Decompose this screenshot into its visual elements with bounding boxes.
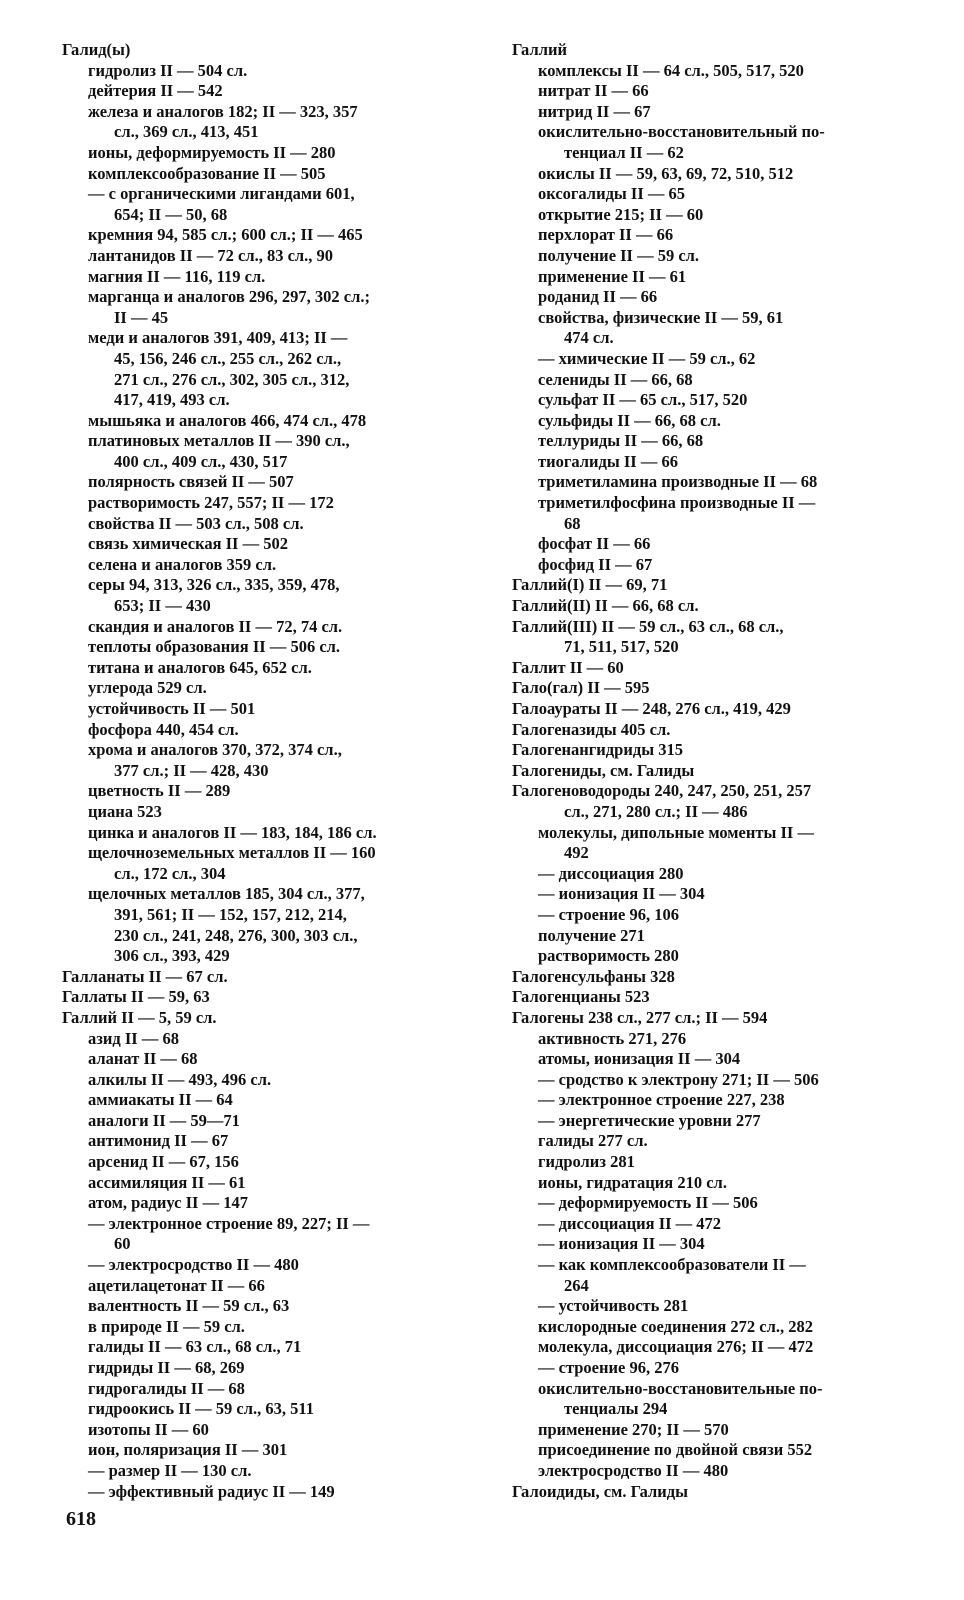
index-subentry: фосфат II — 66: [538, 534, 651, 554]
index-subentry: атомы, ионизация II — 304: [538, 1049, 741, 1069]
index-subentry: применение 270; II — 570: [538, 1419, 729, 1439]
index-subentry: присоединение по двойной связи 552: [538, 1440, 813, 1460]
index-subentry: — электронное строение 89, 227; II —: [88, 1213, 370, 1233]
index-subentry: гидролиз II — 504 сл.: [88, 60, 248, 80]
index-entry-continuation: 653; II — 430: [114, 596, 211, 616]
index-subentry: алкилы II — 493, 496 сл.: [88, 1069, 272, 1089]
index-subentry: антимонид II — 67: [88, 1131, 229, 1151]
index-subentry: свойства, физические II — 59, 61: [538, 307, 784, 327]
index-entry-continuation: 391, 561; II — 152, 157, 212, 214,: [114, 904, 347, 924]
index-subentry: меди и аналогов 391, 409, 413; II —: [88, 328, 348, 348]
index-heading: Галоаураты II — 248, 276 сл., 419, 429: [512, 699, 791, 718]
index-subentry: циана 523: [88, 801, 162, 821]
index-heading: Галлий(II) II — 66, 68 сл.: [512, 596, 699, 616]
index-subentry: теплоты образования II — 506 сл.: [88, 637, 341, 657]
index-subentry: получение II — 59 сл.: [538, 245, 700, 265]
index-subentry: цинка и аналогов II — 183, 184, 186 сл.: [88, 822, 377, 842]
index-subentry: ассимиляция II — 61: [88, 1172, 246, 1192]
index-entry-continuation: 492: [564, 843, 589, 863]
index-subentry: аммиакаты II — 64: [88, 1090, 233, 1110]
index-subentry: комплексы II — 64 сл., 505, 517, 520: [538, 60, 804, 80]
index-heading: Галлит II — 60: [512, 657, 624, 677]
index-subentry: галиды II — 63 сл., 68 сл., 71: [88, 1337, 302, 1357]
index-subentry: сульфат II — 65 сл., 517, 520: [538, 390, 748, 410]
index-subentry: селена и аналогов 359 сл.: [88, 554, 277, 574]
index-subentry: комплексообразование II — 505: [88, 163, 326, 183]
index-entry-continuation: 71, 511, 517, 520: [564, 637, 679, 657]
index-subentry: галиды 277 сл.: [538, 1131, 648, 1151]
index-subentry: гидролиз 281: [538, 1152, 635, 1172]
index-subentry: — деформируемость II — 506: [538, 1193, 758, 1213]
index-subentry: — ионизация II — 304: [538, 1234, 705, 1254]
index-subentry: — диссоциация 280: [538, 863, 684, 883]
index-subentry: — строение 96, 276: [538, 1358, 679, 1377]
index-subentry: фосфора 440, 454 сл.: [88, 719, 239, 739]
index-subentry: в природе II — 59 сл.: [88, 1316, 245, 1336]
index-subentry: — ионизация II — 304: [538, 884, 705, 904]
index-subentry: ион, поляризация II — 301: [88, 1440, 288, 1460]
index-subentry: оксогалиды II — 65: [538, 184, 686, 204]
index-subentry: лантанидов II — 72 сл., 83 сл., 90: [88, 245, 334, 265]
index-subentry: нитрат II — 66: [538, 81, 649, 101]
index-column-left: [62, 40, 454, 1502]
index-heading: Галлий: [512, 40, 567, 59]
index-subentry: — диссоциация II — 472: [538, 1213, 722, 1233]
index-subentry: сульфиды II — 66, 68 сл.: [538, 410, 721, 430]
index-subentry: марганца и аналогов 296, 297, 302 сл.;: [88, 287, 371, 307]
index-heading: Галогенангидриды 315: [512, 740, 683, 760]
index-subentry: дейтерия II — 542: [88, 81, 223, 101]
index-entry-continuation: 417, 419, 493 сл.: [114, 390, 230, 410]
index-subentry: изотопы II — 60: [88, 1419, 209, 1439]
index-subentry: азид II — 68: [88, 1028, 179, 1048]
index-subentry: перхлорат II — 66: [538, 225, 674, 245]
index-subentry: кислородные соединения 272 сл., 282: [538, 1316, 813, 1336]
index-entry-continuation: 68: [564, 513, 581, 533]
index-subentry: — эффективный радиус II — 149: [88, 1481, 335, 1501]
index-heading: Гало(гал) II — 595: [512, 678, 650, 698]
index-entry-continuation: тенциал II — 62: [564, 142, 684, 162]
index-subentry: связь химическая II — 502: [88, 534, 288, 554]
index-subentry: аланат II — 68: [88, 1049, 198, 1069]
index-heading: Галогенсульфаны 328: [512, 966, 675, 986]
index-subentry: теллуриды II — 66, 68: [538, 431, 704, 451]
page-number: 618: [66, 1508, 96, 1530]
index-subentry: — сродство к электрону 271; II — 506: [538, 1069, 819, 1089]
index-heading: Галогены 238 сл., 277 сл.; II — 594: [512, 1007, 768, 1027]
index-subentry: открытие 215; II — 60: [538, 204, 704, 224]
index-entry-continuation: 264: [564, 1275, 589, 1295]
index-subentry: устойчивость II — 501: [88, 699, 256, 718]
index-subentry: кремния 94, 585 сл.; 600 сл.; II — 465: [88, 225, 363, 245]
index-subentry: окислительно-восстановительный по-: [538, 122, 825, 142]
index-subentry: нитрид II — 67: [538, 101, 651, 121]
index-heading: Галогениды, см. Галиды: [512, 760, 695, 780]
index-entry-continuation: 306 сл., 393, 429: [114, 946, 230, 966]
index-subentry: — энергетические уровни 277: [538, 1110, 761, 1130]
index-subentry: гидрогалиды II — 68: [88, 1378, 245, 1398]
index-subentry: свойства II — 503 сл., 508 сл.: [88, 513, 304, 533]
index-subentry: селениды II — 66, 68: [538, 369, 693, 389]
index-subentry: ацетилацетонат II — 66: [88, 1275, 265, 1295]
index-column-right: [512, 40, 896, 1502]
index-subentry: роданид II — 66: [538, 287, 658, 307]
index-subentry: атом, радиус II — 147: [88, 1193, 248, 1213]
index-subentry: — как комплексообразователи II —: [538, 1255, 806, 1275]
index-heading: Галлий(III) II — 59 сл., 63 сл., 68 сл.,: [512, 616, 784, 636]
index-subentry: получение 271: [538, 925, 645, 945]
index-subentry: хрома и аналогов 370, 372, 374 сл.,: [88, 740, 342, 760]
index-heading: Галид(ы): [62, 40, 131, 59]
index-entry-continuation: тенциалы 294: [564, 1399, 668, 1419]
index-subentry: триметиламина производные II — 68: [538, 472, 818, 492]
index-subentry: растворимость 247, 557; II — 172: [88, 493, 334, 513]
index-subentry: — с органическими лигандами 601,: [88, 184, 355, 204]
index-entry-continuation: 474 сл.: [564, 328, 614, 348]
index-subentry: валентность II — 59 сл., 63: [88, 1296, 290, 1316]
index-subentry: гидроокись II — 59 сл., 63, 511: [88, 1399, 314, 1419]
index-subentry: фосфид II — 67: [538, 554, 653, 574]
index-subentry: мышьяка и аналогов 466, 474 сл., 478: [88, 410, 367, 430]
index-entry-continuation: 377 сл.; II — 428, 430: [114, 760, 269, 780]
index-subentry: — строение 96, 106: [538, 904, 679, 924]
index-subentry: платиновых металлов II — 390 сл.,: [88, 431, 350, 451]
index-subentry: щелочных металлов 185, 304 сл., 377,: [88, 884, 365, 904]
index-subentry: цветность II — 289: [88, 781, 231, 801]
index-entry-continuation: II — 45: [114, 307, 169, 327]
index-subentry: молекула, диссоциация 276; II — 472: [538, 1337, 814, 1357]
index-subentry: — размер II — 130 сл.: [88, 1460, 252, 1480]
index-subentry: — устойчивость 281: [538, 1296, 689, 1316]
index-subentry: активность 271, 276: [538, 1028, 687, 1048]
index-entry-continuation: 45, 156, 246 сл., 255 сл., 262 сл.,: [114, 348, 342, 368]
index-subentry: гидриды II — 68, 269: [88, 1358, 245, 1377]
index-entry-continuation: 230 сл., 241, 248, 276, 300, 303 сл.,: [114, 925, 358, 945]
index-subentry: окислы II — 59, 63, 69, 72, 510, 512: [538, 163, 794, 183]
index-heading: Галланаты II — 67 сл.: [62, 966, 228, 986]
index-subentry: углерода 529 сл.: [88, 678, 207, 698]
index-subentry: щелочноземельных металлов II — 160: [88, 843, 376, 863]
index-subentry: железа и аналогов 182; II — 323, 357: [88, 101, 358, 121]
index-entry-continuation: сл., 172 сл., 304: [114, 863, 226, 883]
index-heading: Галлий(I) II — 69, 71: [512, 575, 668, 595]
index-subentry: — химические II — 59 сл., 62: [538, 348, 756, 368]
index-entry-continuation: 654; II — 50, 68: [114, 204, 228, 224]
index-heading: Галлий II — 5, 59 сл.: [62, 1007, 217, 1027]
index-heading: Галлаты II — 59, 63: [62, 987, 210, 1007]
index-heading: Галоидиды, см. Галиды: [512, 1481, 689, 1501]
index-subentry: тиогалиды II — 66: [538, 451, 678, 471]
index-subentry: молекулы, дипольные моменты II —: [538, 822, 814, 842]
index-subentry: скандия и аналогов II — 72, 74 сл.: [88, 616, 343, 636]
index-subentry: аналоги II — 59—71: [88, 1110, 240, 1130]
index-subentry: — электросродство II — 480: [88, 1255, 299, 1275]
index-heading: Галогеназиды 405 сл.: [512, 719, 671, 739]
index-subentry: триметилфосфина производные II —: [538, 493, 816, 513]
index-subentry: окислительно-восстановительные по-: [538, 1378, 823, 1398]
index-heading: Галогеноводороды 240, 247, 250, 251, 257: [512, 781, 812, 801]
index-entry-continuation: 60: [114, 1234, 131, 1254]
index-entry-continuation: сл., 271, 280 сл.; II — 486: [564, 801, 748, 821]
index-heading: Галогенцианы 523: [512, 987, 650, 1007]
index-subentry: применение II — 61: [538, 266, 687, 286]
index-subentry: электросродство II — 480: [538, 1460, 729, 1480]
index-entry-continuation: сл., 369 сл., 413, 451: [114, 122, 259, 142]
index-subentry: титана и аналогов 645, 652 сл.: [88, 657, 312, 677]
index-subentry: полярность связей II — 507: [88, 472, 294, 492]
index-subentry: магния II — 116, 119 сл.: [88, 266, 266, 286]
index-subentry: арсенид II — 67, 156: [88, 1152, 239, 1172]
index-subentry: ионы, деформируемость II — 280: [88, 142, 336, 162]
index-subentry: растворимость 280: [538, 946, 679, 966]
index-subentry: серы 94, 313, 326 сл., 335, 359, 478,: [88, 575, 340, 595]
index-subentry: — электронное строение 227, 238: [538, 1090, 785, 1110]
index-subentry: ионы, гидратация 210 сл.: [538, 1172, 727, 1192]
index-entry-continuation: 400 сл., 409 сл., 430, 517: [114, 451, 288, 471]
index-entry-continuation: 271 сл., 276 сл., 302, 305 сл., 312,: [114, 369, 350, 389]
